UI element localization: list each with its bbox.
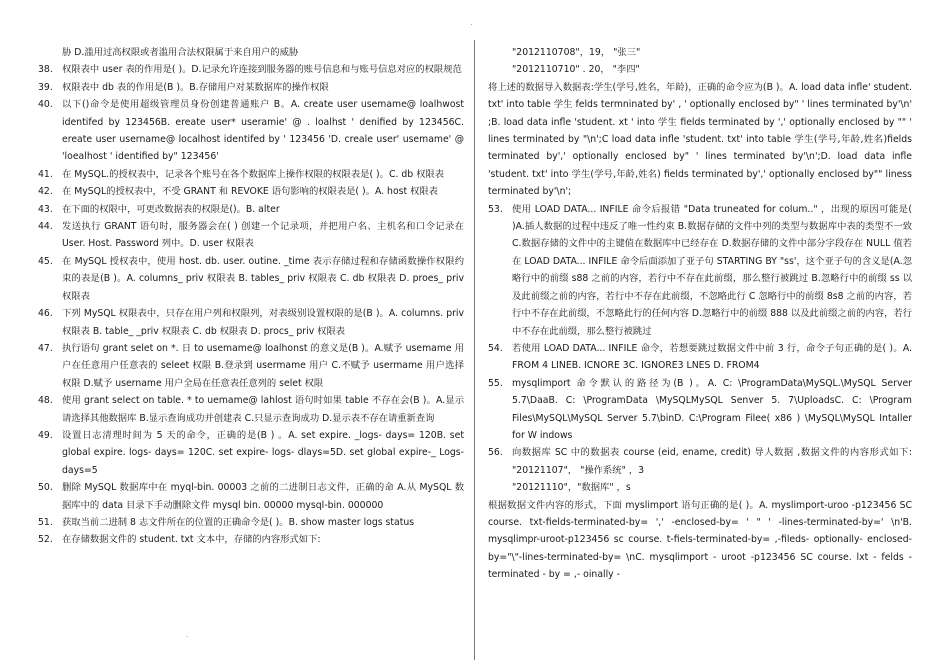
question-number: 55. xyxy=(488,377,503,389)
question-number: 49. xyxy=(38,429,53,441)
question-number: 39. xyxy=(38,81,53,93)
question-item xyxy=(38,61,464,78)
question-item xyxy=(488,340,912,375)
question-text: 若使用 LOAD DATA... INFILE 命令，若想要跳过数据文件中前 3 行，命令子句正确的是( )。A. FROM 4 LINEB. ICNORE 3C. IGNORE3 LNES D. FROM4 xyxy=(512,342,912,372)
question-text: 在下面的权限中，可更改数据表的权限是()。B. alter xyxy=(62,203,280,215)
question-number: 41. xyxy=(38,168,53,180)
question-text: 获取当前二进制 8 志文件所在的位置的正确命令是( )。B. show master logs status xyxy=(62,516,415,528)
question-text: 发送执行 GRANT 语句时，服务器会在( ) 创建一个记录项，并把用户名、主机名和口令记录在 User. Host. Password 列中。D. user 权限表 xyxy=(62,221,464,250)
question-number: 54. xyxy=(488,342,503,354)
question-text: 权限表中 db 表的作用是(B )。B.存储用户对某数据库的操作权限 xyxy=(62,81,329,93)
question-item xyxy=(38,201,464,218)
question-number: 43. xyxy=(38,203,53,215)
question-56-body: 根据数据文件内容的形式，下面 myslimport 语句正确的是( )。A. myslimport-uroo -p123456 SC course. txt-fields-terminated-by= ',' -enclosed-by= ' " ' -lines-terminated-by=' \n'B. mysqlimpr-uroot-p123456 sc course. t-fiels-terminated-by= ,-fileds- optionally- enclosed-by="\"-lines-terminated-by= \nC. mysqlimport - uroot -p123456 SC course. lxt - felds - terminated - by = ,- oinally - xyxy=(488,499,912,581)
continuation-line: 胁 D.滥用过高权限或者滥用合法权限属于来自用户的威胁 xyxy=(62,47,299,58)
question-text: 设置日志清理时间为 5 天的命令，正确的是(B ) 。A. set expire. _logs- days= 120B. set global expire. logs- days= 120C. set expire- logs- dlays=5D. set global expire-_ Logs- days=5 xyxy=(62,429,464,476)
question-item xyxy=(38,514,464,531)
question-text: 删除 MySQL 数据库中在 myql-bin. 00003 之前的二进制日志文件，正确的命 A.从 MySQL 数据库中的 data 目录下手动删除文件 mysql bin. 00000 mysql-bin. 000000 xyxy=(62,482,464,511)
question-number: 45. xyxy=(38,255,53,267)
question-list xyxy=(38,61,464,548)
question-item xyxy=(38,479,464,514)
question-number: 46. xyxy=(38,308,53,320)
question-text: 执行语句 grant selet on *. 日 to usemame@ loalhonst 的意义是(B )。A.赋予 usemame 用户在任意用户任意表的 seleet 权限 B.登录到 usermame 用户 C.不赋予 usermame 用户选择权限 D.赋予 username 用户全局在任意表任意列的 selet 权限 xyxy=(62,342,464,389)
data-line: "20121110"，"数据库" ，s xyxy=(512,482,631,494)
question-item xyxy=(38,392,464,427)
question-item xyxy=(38,96,464,166)
question-number: 42. xyxy=(38,186,53,198)
question-item xyxy=(38,253,464,305)
question-item xyxy=(38,79,464,96)
question-number: 40. xyxy=(38,99,53,111)
question-item xyxy=(488,201,912,340)
question-number: 51. xyxy=(38,516,53,528)
question-number: 48. xyxy=(38,395,53,407)
question-item xyxy=(38,218,464,253)
question-item xyxy=(488,444,912,479)
question-text: 在 MySQL的授权表中，不受 GRANT 和 REVOKE 语句影响的权限表是( )。A. host 权限表 xyxy=(62,186,438,198)
question-text: 在 MySQL.的授权表中，记录各个账号在各个数据库上操作权限的权限表是( )。C. db 权限表 xyxy=(62,168,444,180)
question-text: 在存储数据文件的 student. txt 文本中，存储的内容形式如下: xyxy=(62,534,321,546)
question-item xyxy=(488,375,912,445)
question-item xyxy=(38,305,464,340)
question-item xyxy=(38,427,464,479)
question-text: 使用 LOAD DATA... INFILE 命令后报错 "Data truneated for colum.." ，出现的原因可能是( )A.插人数据的过程中违反了唯一性约束 B.数据存储的文件中列的类型与数据库中表的类型不一致 C.数据存储的文件中的主键值在数据库中已经存在 D.数据存储的文件中部分字段存在 NULL 值若在 LOAD DATA... INFILE 命令后面添加了亚子句 STARTING BY "ss'，这个亚子句的含义是(A.忽略行中的前缀 s88 之前的内容，若行中不存在此前缀，那么整行被跳过 B.忽略行中的前缀 ss 以及此前缀之前的内容，若行中不存在此前缀，不忽略此行 C 忽略行中的前缀 8s8 之前的内容，若行中不存在此前缀，不忽略此行的任何内容 D.忽略行中的前缀 888 以及此前缀之前的内容，若行中不存在此前缀，那么整行被跳过 xyxy=(512,203,912,337)
right-column xyxy=(488,44,912,584)
question-item xyxy=(38,340,464,392)
question-number: 38. xyxy=(38,64,53,76)
question-item xyxy=(38,183,464,200)
question-text: 在 MySQL 授权表中，使用 host. db. user. outine. _time 表示存储过程和存储函数操作权限约束的表是(B )。A. columns_ priv 权限表 B. tables_ priv 权限表 C. db 权限表 D. proes_ priv 权限表 xyxy=(62,255,464,302)
data-line: "2012110708"，19， "张三" xyxy=(512,47,641,58)
question-number: 44. xyxy=(38,221,53,233)
scan-dot-bottom: . xyxy=(186,630,189,639)
question-text: mysqlimport 命令默认的路径为(B )。A. C: \ProgramData\MySQL.\MySQL Server 5.7\DaaB. C: \ProgramData \MySQLMySQL Senver 5. 7\UploadsC. C: \Program Files\MySQL\MySQL Server 5.7\binD. C:\Program Filee( x86 ) \MySQL\MySQL Intaller for W indows xyxy=(512,377,912,441)
column-divider xyxy=(474,40,475,660)
question-number: 47. xyxy=(38,342,53,354)
scan-dot-top: . xyxy=(470,18,473,27)
data-line: "2012110710" . 20， "李四" xyxy=(512,64,640,76)
question-item xyxy=(38,531,464,548)
question-number: 50. xyxy=(38,482,53,494)
question-text: 使用 grant select on table. * to uemame@ lahlost 语句时如果 table 不存在会(B )。A.显示请选择其他数据库 B.显示查询成功并创建表 C.只显示查询成功 D.显示表不存在请重新查询 xyxy=(62,395,464,424)
question-list xyxy=(488,201,912,480)
left-column xyxy=(38,44,464,549)
question-text: 向数据库 SC 中的数据表 course (eid, ename, credit) 导人数据 ,数据文件的内容形式如下: "20121107"， "操作系统" ，3 xyxy=(512,447,912,476)
question-number: 52. xyxy=(38,534,53,546)
question-item xyxy=(38,166,464,183)
question-text: 权限表中 user 表的作用是( )。D.记录允许连接到服务器的账号信息和与账号信息对应的权限规范 xyxy=(62,64,462,76)
question-text: 下列 MySQL 权限表中，只存在用户列和权限列，对表级别设置权限的是(B )。A. columns. priv 权限表 B. table_ _priv 权限表 C. db 权限表 D. procs_ priv 权限表 xyxy=(62,308,464,337)
question-52-body: 将上述的数据导入数据表:学生(学号,姓名，年龄)，正确的命令应为(B )。A. load data infle' student. txt' into table 学生 felds termninated by' , ' optionally enclosed by" ' lines terminated by'\n' ;B. load data infle 'student. xt ' into 学生 fields terminated by ',' optionally enclosed by "" ' lines terminated by "\n';C load data infle 'student. txt' into table 学生(学号,年龄,姓名)fields terminated by',' optionally enclosed by" ' lines terminated by'\n';D. load data infle 'student. txt' into 学生(学号,年龄,姓名) fields terminated by',' optionally enclosed by"" liness terminated by'\n'; xyxy=(488,81,912,198)
question-text: 以下()命令是使用超级管理员身份创建普通账户 B。A. create user usemame@ loalhwost identifed by 123456B. ereate user* useramie' @ . loalhst ' denified by 123456C. ereate user username@ localhost identifed by ' 123456 'D. creale user' usemame' @ 'loealhost ' identified by" 123456' xyxy=(62,99,464,163)
question-number: 56. xyxy=(488,447,503,459)
question-number: 53. xyxy=(488,203,503,215)
